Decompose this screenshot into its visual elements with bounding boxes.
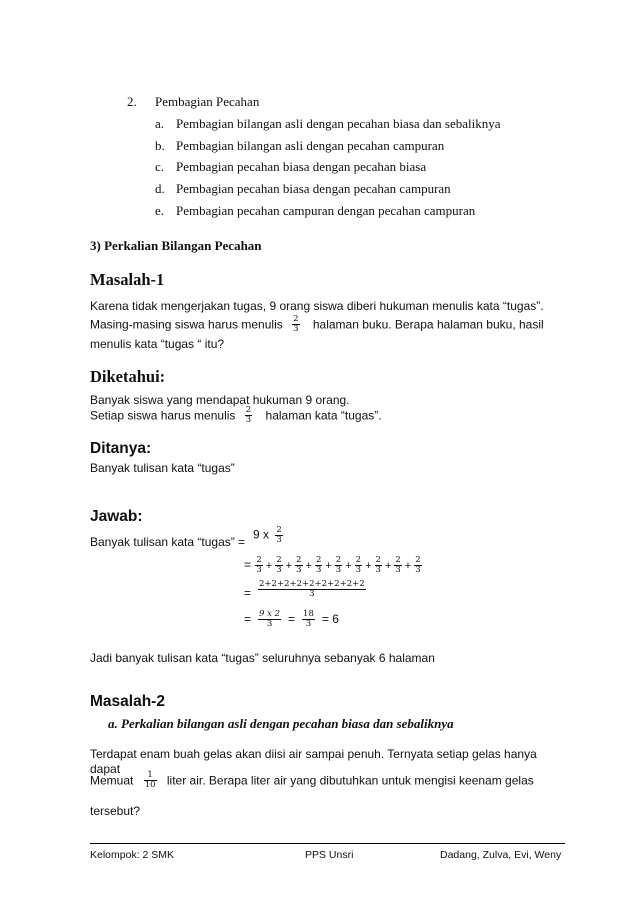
fraction-numerator: 2 bbox=[355, 555, 362, 565]
fraction-denominator: 3 bbox=[315, 565, 322, 575]
diketahui-line2 bbox=[90, 407, 382, 426]
footer-rule bbox=[90, 843, 565, 844]
plus-sign: + bbox=[325, 559, 332, 572]
list-item-letter: b. bbox=[155, 138, 165, 153]
fraction bbox=[302, 610, 315, 629]
jawab-first: 9 x bbox=[253, 527, 270, 542]
plus-sign: + bbox=[384, 559, 392, 572]
list-item-letter: e. bbox=[155, 203, 165, 218]
fraction-denominator: 3 bbox=[355, 565, 362, 575]
fraction-numerator: 2 bbox=[276, 525, 282, 535]
fraction-numerator: 1 bbox=[147, 770, 153, 780]
jawab-heading: Jawab: bbox=[90, 508, 143, 525]
masalah2-line1: Terdapat enam buah gelas akan diisi air sampai penuh. Ternyata setiap gelas hanya bbox=[90, 747, 537, 761]
fraction-denominator: 3 bbox=[415, 565, 421, 575]
ditanya-heading: Ditanya: bbox=[90, 440, 152, 457]
eq-sign: = bbox=[244, 612, 252, 627]
jawab-sum-fraction bbox=[244, 580, 369, 599]
fraction-numerator: 2+2+2+2+2+2+2+2+2 bbox=[259, 579, 365, 589]
plus-sign: + bbox=[285, 559, 293, 572]
diketahui-line2-a: Setiap siswa harus menulis bbox=[90, 408, 236, 423]
diketahui-line2-b: halaman kata “tugas”. bbox=[265, 408, 382, 423]
fraction-denominator: 3 bbox=[245, 415, 252, 425]
ditanya-line1: Banyak tulisan kata “tugas” bbox=[90, 461, 235, 475]
masalah2-subheading: a. Perkalian bilangan asli dengan pecahan biasa dan sebaliknya bbox=[108, 716, 454, 731]
plus-sign: + bbox=[365, 559, 372, 572]
diketahui-line1: Banyak siswa yang mendapat hukuman 9 orang. bbox=[90, 393, 350, 407]
fraction bbox=[315, 556, 322, 575]
eq-sign: = bbox=[244, 557, 252, 572]
fraction bbox=[144, 771, 157, 790]
plus-sign: + bbox=[404, 559, 412, 572]
fraction-numerator: 2 bbox=[315, 555, 322, 565]
fraction-numerator: 2 bbox=[395, 555, 401, 565]
fraction-denominator: 3 bbox=[309, 589, 315, 599]
fraction-denominator: 3 bbox=[256, 565, 262, 575]
footer-center: PPS Unsri bbox=[305, 849, 354, 861]
fraction bbox=[414, 556, 421, 575]
masalah2-line3-b: liter air. Berapa liter air yang dibutuhkan untuk mengisi keenam gelas bbox=[166, 773, 534, 788]
fraction-numerator: 2 bbox=[296, 555, 302, 565]
masalah2-line3 bbox=[90, 772, 534, 791]
list-number: 2. bbox=[127, 94, 137, 109]
list-item: Pembagian bilangan asli dengan pecahan campuran bbox=[176, 138, 445, 153]
fraction bbox=[292, 315, 299, 334]
fraction-numerator: 9 x 2 bbox=[259, 609, 281, 619]
fraction bbox=[275, 526, 282, 545]
fraction bbox=[245, 406, 252, 425]
fraction-denominator: 3 bbox=[395, 565, 401, 575]
fraction bbox=[335, 556, 342, 575]
repeat-row bbox=[254, 555, 422, 575]
fraction bbox=[355, 556, 362, 575]
masalah1-line2 bbox=[90, 316, 544, 335]
list-title: Pembagian Pecahan bbox=[155, 94, 260, 109]
masalah1-line2-b: halaman buku. Berapa halaman buku, hasil bbox=[312, 317, 544, 332]
fraction-denominator: 3 bbox=[266, 619, 273, 629]
eq-sign: = bbox=[244, 586, 252, 601]
jawab-first-step bbox=[253, 526, 286, 545]
fraction-denominator: 3 bbox=[305, 619, 312, 629]
jawab-mul-row bbox=[244, 610, 339, 629]
eq-sign: = bbox=[288, 612, 296, 627]
fraction bbox=[258, 610, 281, 629]
jawab-result: = 6 bbox=[321, 612, 339, 627]
fraction-denominator: 10 bbox=[144, 780, 156, 790]
jawab-label: Banyak tulisan kata “tugas” bbox=[90, 535, 235, 549]
jawab-repeated-sum bbox=[244, 556, 423, 575]
masalah2-heading: Masalah-2 bbox=[90, 693, 165, 710]
plus-sign: + bbox=[305, 559, 312, 572]
fraction-numerator: 2 bbox=[256, 555, 262, 565]
fraction-denominator: 3 bbox=[335, 565, 342, 575]
list-item-letter: c. bbox=[155, 159, 165, 174]
fraction-numerator: 2 bbox=[276, 555, 282, 565]
jawab-eq-1: = bbox=[238, 535, 246, 549]
jawab-conclusion: Jadi banyak tulisan kata “tugas” seluruhnya sebanyak 6 halaman bbox=[90, 651, 435, 665]
fraction-denominator: 3 bbox=[296, 565, 302, 575]
masalah2-line2: dapat bbox=[90, 762, 121, 776]
fraction-numerator: 18 bbox=[303, 609, 314, 619]
list-item-letter: d. bbox=[155, 181, 165, 196]
fraction bbox=[275, 556, 282, 575]
list-item: Pembagian pecahan biasa dengan pecahan campuran bbox=[176, 181, 451, 196]
list-item: Pembagian pecahan campuran dengan pecahan campuran bbox=[176, 203, 476, 218]
masalah2-line3-a: Memuat bbox=[90, 773, 134, 788]
fraction bbox=[258, 580, 366, 599]
section-heading: 3) Perkalian Bilangan Pecahan bbox=[90, 238, 262, 253]
masalah1-line3: menulis kata “tugas “ itu? bbox=[90, 337, 225, 351]
plus-sign: + bbox=[265, 559, 273, 572]
fraction-denominator: 3 bbox=[375, 565, 381, 575]
fraction-numerator: 2 bbox=[335, 555, 342, 565]
fraction bbox=[375, 556, 382, 575]
footer-right: Dadang, Zulva, Evi, Weny bbox=[440, 849, 562, 861]
fraction-numerator: 2 bbox=[375, 555, 381, 565]
footer-left: Kelompok: 2 SMK bbox=[90, 849, 175, 861]
plus-sign: + bbox=[345, 559, 352, 572]
fraction-numerator: 2 bbox=[245, 405, 252, 415]
fraction-denominator: 3 bbox=[276, 565, 282, 575]
fraction-numerator: 2 bbox=[415, 555, 421, 565]
fraction bbox=[295, 556, 302, 575]
masalah1-line2-a: Masing-masing siswa harus menulis bbox=[90, 317, 283, 332]
list-item: Pembagian pecahan biasa dengan pecahan biasa bbox=[176, 159, 427, 174]
fraction-numerator: 2 bbox=[293, 314, 299, 324]
fraction-denominator: 3 bbox=[276, 535, 282, 545]
diketahui-heading: Diketahui: bbox=[90, 367, 166, 386]
fraction bbox=[394, 556, 401, 575]
fraction bbox=[255, 556, 262, 575]
fraction-denominator: 3 bbox=[293, 324, 299, 334]
masalah1-line1: Karena tidak mengerjakan tugas, 9 orang siswa diberi hukuman menulis kata “tugas”. bbox=[90, 299, 544, 313]
list-item: Pembagian bilangan asli dengan pecahan biasa dan sebaliknya bbox=[176, 116, 501, 131]
list-item-letter: a. bbox=[155, 116, 165, 131]
masalah1-heading: Masalah-1 bbox=[90, 270, 165, 289]
masalah2-line4: tersebut? bbox=[90, 804, 141, 818]
